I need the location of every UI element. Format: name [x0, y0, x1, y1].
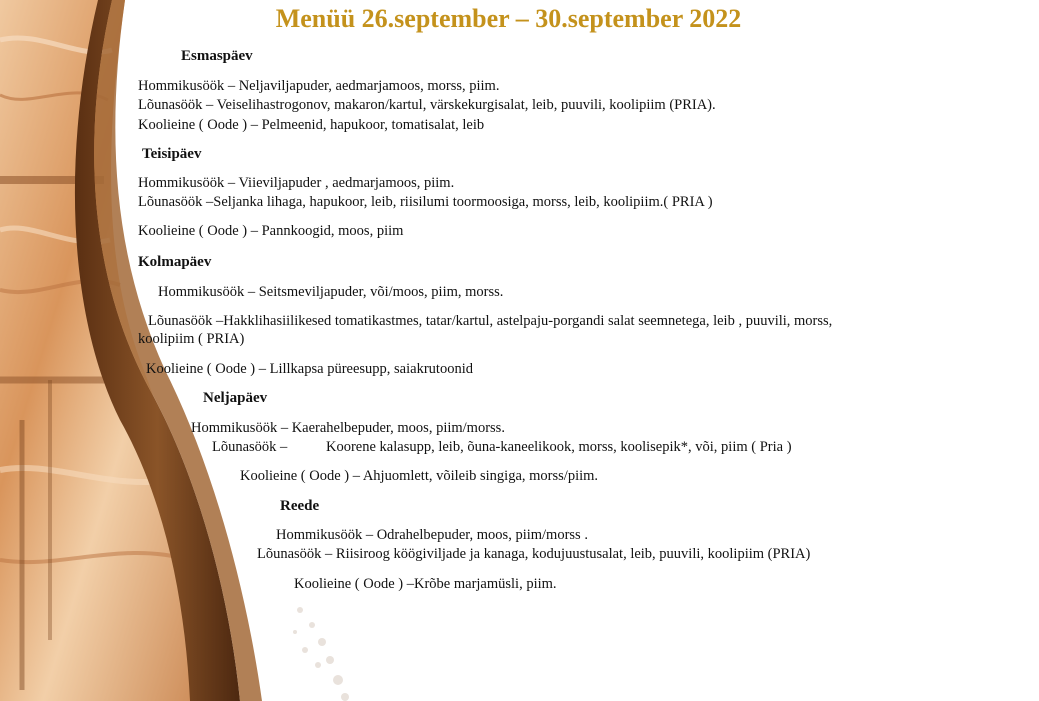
menu-line: Koolieine ( Oode ) – Ahjuomlett, võileib singiga, morss/piim.	[240, 468, 599, 484]
menu-line: Lõunasöök –Seljanka lihaga, hapukoor, leib, riisilumi toormoosiga, morss, leib, koolipiim.( PRIA )	[138, 194, 713, 210]
menu-line: Koorene kalasupp, leib, õuna-kaneelikook, morss, koolisepik*, või, piim ( Pria )	[326, 439, 792, 455]
menu-line: Koolieine ( Oode ) – Pelmeenid, hapukoor, tomatisalat, leib	[138, 117, 485, 133]
day-heading-monday: Esmaspäev	[181, 48, 253, 64]
menu-line: Hommikusöök – Neljaviljapuder, aedmarjamoos, morss, piim.	[138, 78, 500, 94]
menu-line: Koolieine ( Oode ) – Lillkapsa püreesupp, saiakrutoonid	[146, 361, 473, 377]
menu-line: koolipiim ( PRIA)	[138, 331, 245, 347]
menu-title: Menüü 26.september – 30.september 2022	[275, 4, 742, 33]
menu-line: Lõunasöök –Hakklihasiilikesed tomatikastmes, tatar/kartul, astelpaju-porgandi salat seemnetega, leib , puuvili, morss,	[148, 313, 833, 329]
menu-line: Hommikusöök – Odrahelbepuder, moos, piim/morss .	[276, 527, 588, 543]
menu-line: Hommikusöök – Seitsmeviljapuder, või/moos, piim, morss.	[158, 284, 504, 300]
menu-line: Hommikusöök – Kaerahelbepuder, moos, piim/morss.	[191, 420, 505, 436]
menu-line: Hommikusöök – Viieviljapuder , aedmarjamoos, piim.	[138, 175, 455, 191]
day-heading-thursday: Neljapäev	[203, 390, 268, 406]
menu-line: Koolieine ( Oode ) – Pannkoogid, moos, piim	[138, 223, 404, 239]
day-heading-tuesday: Teisipäev	[142, 146, 202, 162]
day-heading-wednesday: Kolmapäev	[138, 254, 212, 270]
menu-line: Koolieine ( Oode ) –Krõbe marjamüsli, piim.	[294, 576, 557, 592]
day-heading-friday: Reede	[280, 498, 320, 514]
menu-line: Lõunasöök –	[212, 439, 288, 455]
menu-line: Lõunasöök – Veiselihastrogonov, makaron/kartul, värskekurgisalat, leib, puuvili, koolipiim (PRIA).	[138, 97, 716, 113]
menu-line: Lõunasöök – Riisiroog köögiviljade ja kanaga, kodujuustusalat, leib, puuvili, koolipiim (PRIA)	[257, 546, 811, 562]
